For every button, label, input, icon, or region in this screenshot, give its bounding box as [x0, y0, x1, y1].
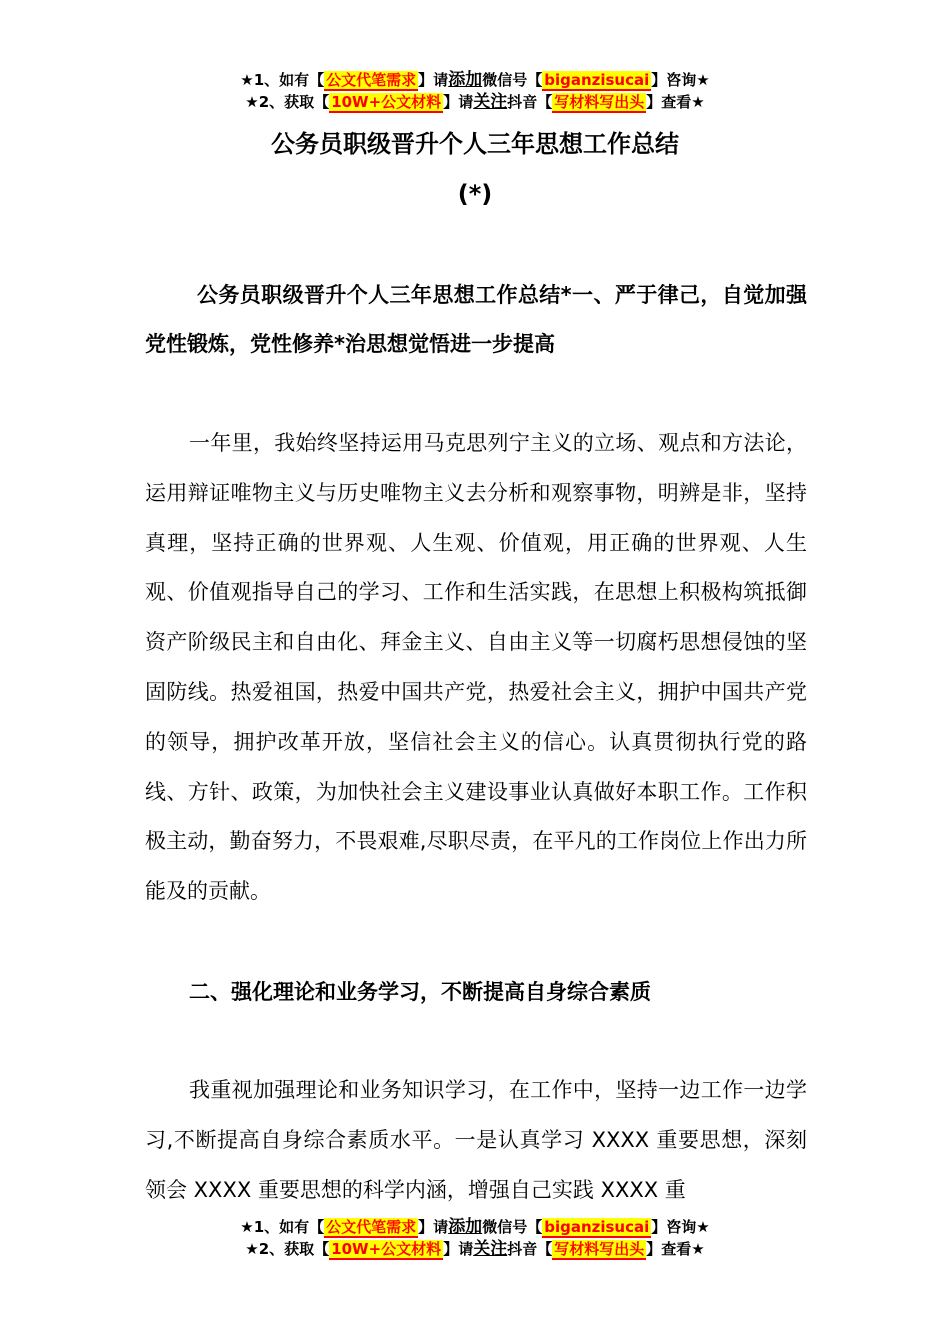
banner-text: ★2、获取【 [245, 1240, 330, 1258]
banner-line-1 [0, 1216, 950, 1238]
emphasis-follow: 关注 [473, 92, 508, 112]
banner-text: 】请 [418, 1218, 449, 1236]
banner-text: 】请 [443, 93, 474, 111]
banner-text: 微信号【 [482, 1218, 543, 1236]
document-subtitle: (*) [457, 180, 493, 208]
banner-line-2 [0, 91, 950, 113]
highlight-ghostwriting: 公文代笔需求 [326, 71, 417, 89]
paragraph-2: 我重视加强理论和业务知识学习，在工作中，坚持一边工作一边学习,不断提高自身综合素质水平。一是认真学习 XXXX 重要思想，深刻领会 XXXX 重要思想的科学内涵，增强自己实践 XXXX 重 [145, 1078, 807, 1202]
emphasis-add: 添加 [448, 1217, 483, 1237]
footer-banner [0, 1216, 950, 1260]
highlight-materials: 10W+公文材料 [331, 93, 442, 111]
emphasis-follow: 关注 [473, 1239, 508, 1259]
banner-text: ★1、如有【 [240, 71, 325, 89]
banner-text: 抖音【 [507, 1240, 553, 1258]
banner-text: 微信号【 [482, 71, 543, 89]
highlight-douyin: 写材料写出头 [554, 1240, 645, 1258]
highlight-wechat-id: biganzisucai [544, 71, 650, 89]
paragraph-1: 一年里，我始终坚持运用马克思列宁主义的立场、观点和方法论，运用辩证唯物主义与历史唯物主义去分析和观察事物，明辨是非，坚持真理，坚持正确的世界观、人生观、价值观，用正确的世界观、人生观、价值观指导自己的学习、工作和生活实践，在思想上积极构筑抵御资产阶级民主和自由化、拜金主义、自由主义等一切腐朽思想侵蚀的坚固防线。热爱祖国，热爱中国共产党，热爱社会主义，拥护中国共产党的领导，拥护改革开放，坚信社会主义的信心。认真贯彻执行党的路线、方针、政策，为加快社会主义建设事业认真做好本职工作。工作积极主动，勤奋努力，不畏艰难,尽职尽责，在平凡的工作岗位上作出力所能及的贡献。 [145, 431, 807, 904]
banner-text: 】请 [418, 71, 449, 89]
highlight-ghostwriting: 公文代笔需求 [326, 1218, 417, 1236]
section-heading-2: 二、强化理论和业务学习，不断提高自身综合素质 [189, 980, 651, 1004]
banner-text: 】咨询★ [651, 1218, 710, 1236]
section-1 [145, 271, 807, 369]
banner-text: 】查看★ [646, 1240, 705, 1258]
highlight-materials: 10W+公文材料 [331, 1240, 442, 1258]
section-2 [145, 968, 807, 1017]
paragraph-block-2 [145, 1066, 807, 1216]
banner-text: 抖音【 [507, 93, 553, 111]
header-banner [0, 69, 950, 113]
highlight-wechat-id: biganzisucai [544, 1218, 650, 1236]
banner-text: ★2、获取【 [245, 93, 330, 111]
banner-text: 】查看★ [646, 93, 705, 111]
emphasis-add: 添加 [448, 70, 483, 90]
highlight-douyin: 写材料写出头 [554, 93, 645, 111]
section-heading-1: 公务员职级晋升个人三年思想工作总结*一、严于律己，自觉加强党性锻炼，党性修养*治思想觉悟进一步提高 [145, 283, 807, 356]
banner-line-1 [0, 69, 950, 91]
banner-text: 】咨询★ [651, 71, 710, 89]
paragraph-block-1 [145, 419, 807, 917]
banner-text: ★1、如有【 [240, 1218, 325, 1236]
banner-text: 】请 [443, 1240, 474, 1258]
document-title: 公务员职级晋升个人三年思想工作总结 [271, 130, 679, 158]
banner-line-2 [0, 1238, 950, 1260]
